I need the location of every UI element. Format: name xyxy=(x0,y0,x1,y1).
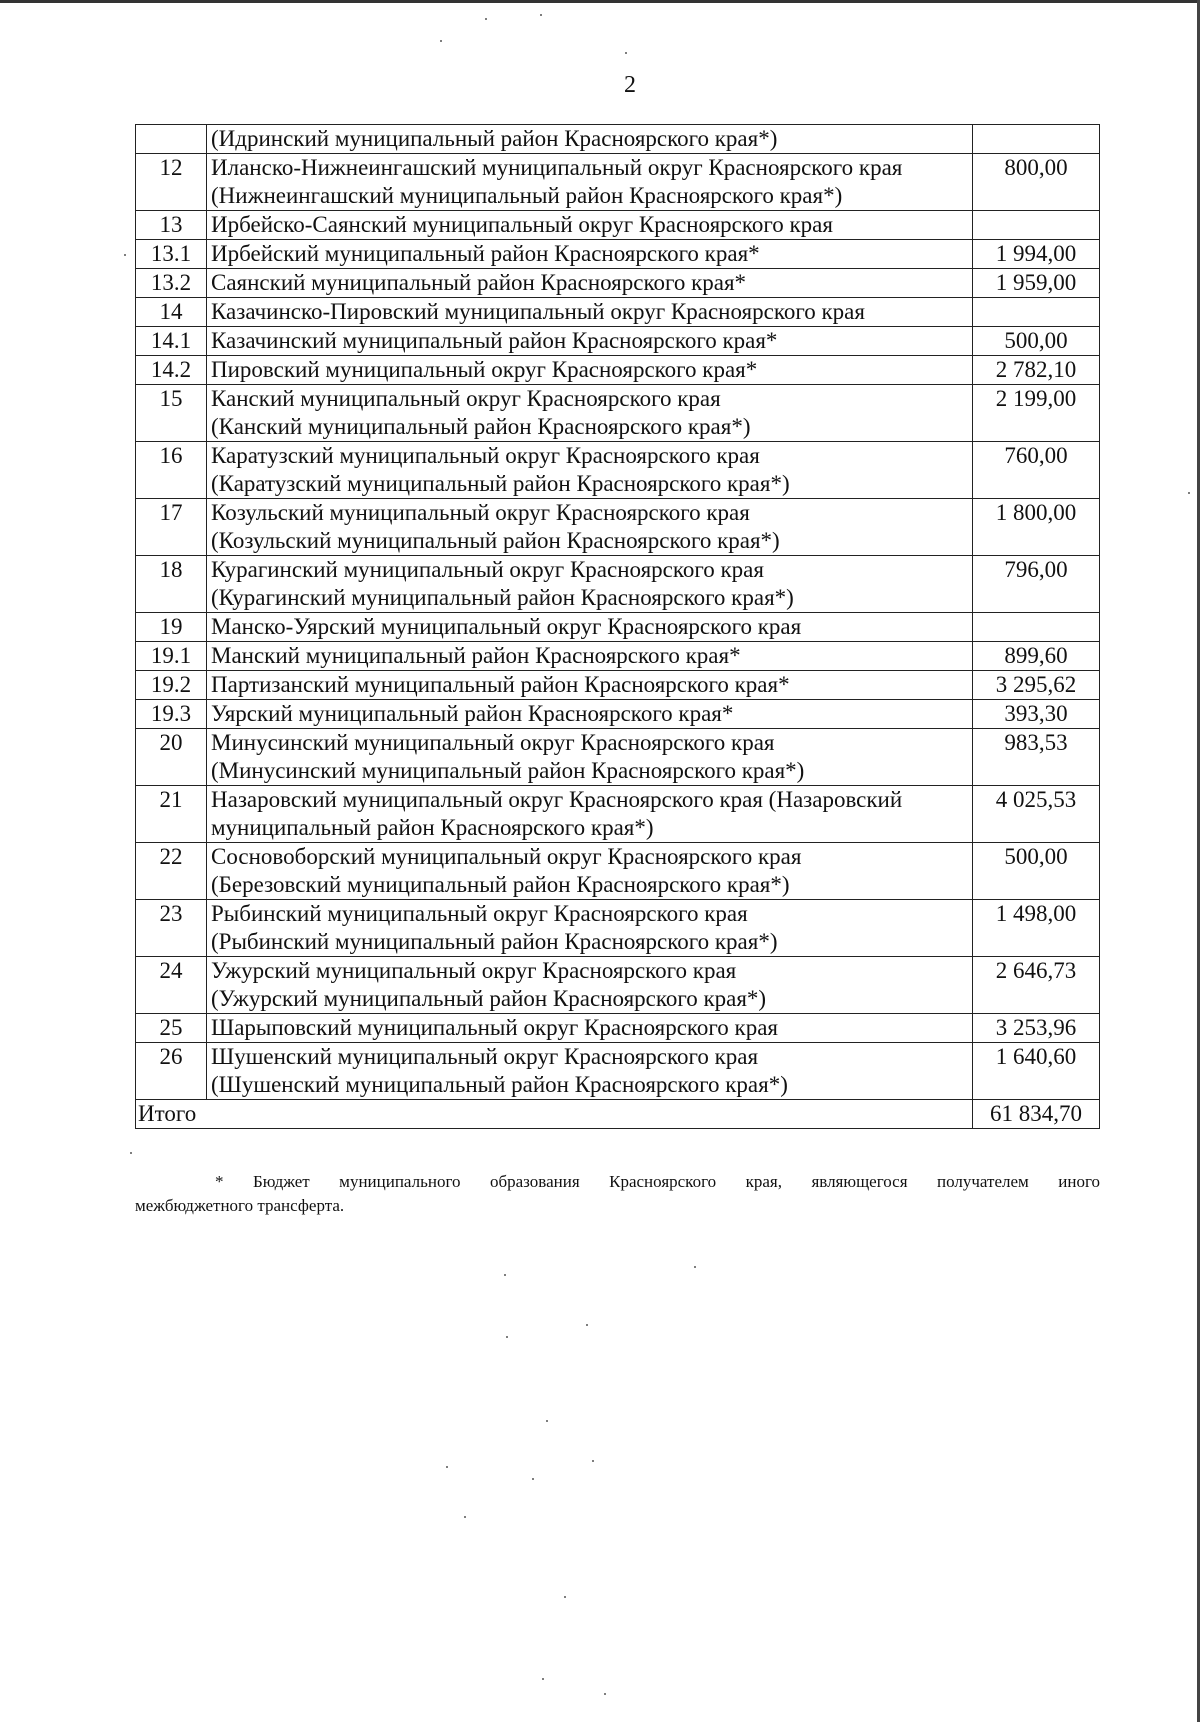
table-row xyxy=(136,843,1100,900)
transfer-amount: 800,00 xyxy=(973,154,1100,211)
table-row xyxy=(136,556,1100,613)
total-label: Итого xyxy=(136,1100,973,1129)
scan-speck xyxy=(1188,492,1190,494)
table-row xyxy=(136,700,1100,729)
row-number: 15 xyxy=(136,385,207,442)
table-row xyxy=(136,1043,1100,1100)
scan-speck xyxy=(604,1693,606,1695)
municipality-name xyxy=(207,786,973,843)
transfer-amount xyxy=(973,125,1100,154)
table-row xyxy=(136,211,1100,240)
municipality-name xyxy=(207,729,973,786)
row-number: 12 xyxy=(136,154,207,211)
row-number: 22 xyxy=(136,843,207,900)
municipality-name-line: (Шушенский муниципальный район Красноярского края*) xyxy=(211,1072,788,1097)
scan-speck xyxy=(625,52,627,54)
municipality-name-line: Курагинский муниципальный округ Красноярского края xyxy=(211,557,764,582)
scan-speck xyxy=(504,1274,506,1276)
municipality-name xyxy=(207,442,973,499)
total-amount: 61 834,70 xyxy=(973,1100,1100,1129)
scan-speck xyxy=(546,1420,548,1422)
municipality-name-line: Саянский муниципальный район Красноярского края* xyxy=(211,270,747,295)
municipality-name-line: (Каратузский муниципальный район Красноярского края*) xyxy=(211,471,790,496)
row-number: 19.1 xyxy=(136,642,207,671)
scan-speck xyxy=(542,1678,544,1680)
table-row xyxy=(136,327,1100,356)
table-row xyxy=(136,1014,1100,1043)
municipality-name-line: Манский муниципальный район Красноярского края* xyxy=(211,643,741,668)
transfer-amount: 2 199,00 xyxy=(973,385,1100,442)
municipality-name-line: Ирбейско-Саянский муниципальный округ Красноярского края xyxy=(211,212,833,237)
transfer-amount: 1 994,00 xyxy=(973,240,1100,269)
municipality-name xyxy=(207,613,973,642)
scan-speck xyxy=(540,14,542,16)
footnote xyxy=(135,1170,1100,1218)
municipality-name xyxy=(207,957,973,1014)
municipality-name-line: Каратузский муниципальный округ Красноярского края xyxy=(211,443,760,468)
table-row xyxy=(136,240,1100,269)
municipality-name xyxy=(207,385,973,442)
transfer-amount xyxy=(973,211,1100,240)
row-number: 16 xyxy=(136,442,207,499)
scan-speck xyxy=(130,1152,132,1154)
row-number: 17 xyxy=(136,499,207,556)
municipality-name xyxy=(207,1014,973,1043)
scan-speck xyxy=(592,1460,594,1462)
scan-speck xyxy=(124,254,126,256)
table-row xyxy=(136,786,1100,843)
municipality-name-line: (Березовский муниципальный район Красноярского края*) xyxy=(211,872,790,897)
scan-speck xyxy=(564,1596,566,1598)
table-row xyxy=(136,729,1100,786)
scan-speck xyxy=(532,1478,534,1480)
transfer-amount: 796,00 xyxy=(973,556,1100,613)
municipality-name-line: Иланско-Нижнеингашский муниципальный округ Красноярского края xyxy=(211,155,903,180)
transfer-amount: 2 782,10 xyxy=(973,356,1100,385)
municipality-name-line: (Идринский муниципальный район Красноярского края*) xyxy=(211,126,778,151)
municipality-name-line: (Курагинский муниципальный район Красноярского края*) xyxy=(211,585,794,610)
row-number: 18 xyxy=(136,556,207,613)
table-row xyxy=(136,642,1100,671)
municipality-name-line: Ирбейский муниципальный район Красноярского края* xyxy=(211,241,760,266)
municipality-name xyxy=(207,499,973,556)
municipality-name xyxy=(207,211,973,240)
municipality-name xyxy=(207,556,973,613)
scan-speck xyxy=(694,1266,696,1268)
table-row xyxy=(136,385,1100,442)
transfer-amount: 1 959,00 xyxy=(973,269,1100,298)
footnote-line-1: * Бюджет муниципального образования Красноярского края, являющегося получателем иного xyxy=(215,1172,1100,1191)
row-number: 13.2 xyxy=(136,269,207,298)
municipality-name-line: (Рыбинский муниципальный район Красноярского края*) xyxy=(211,929,778,954)
transfer-amount xyxy=(973,613,1100,642)
table-row xyxy=(136,269,1100,298)
transfer-amount: 500,00 xyxy=(973,327,1100,356)
municipality-name-line: Шарыповский муниципальный округ Красноярского края xyxy=(211,1015,778,1040)
table-row xyxy=(136,356,1100,385)
municipality-name xyxy=(207,700,973,729)
transfer-amount: 3 295,62 xyxy=(973,671,1100,700)
municipality-name-line: Минусинский муниципальный округ Красноярского края xyxy=(211,730,775,755)
row-number: 14 xyxy=(136,298,207,327)
transfer-table xyxy=(135,124,1100,1129)
transfer-amount: 500,00 xyxy=(973,843,1100,900)
municipality-name xyxy=(207,642,973,671)
scan-speck xyxy=(586,1324,588,1326)
scan-speck xyxy=(446,1466,448,1468)
municipality-name-line: Казачинско-Пировский муниципальный округ Красноярского края xyxy=(211,299,865,324)
municipality-name-line: (Ужурский муниципальный район Красноярского края*) xyxy=(211,986,767,1011)
municipality-name-line: муниципальный район Красноярского края*) xyxy=(211,815,654,840)
municipality-name-line: Сосновоборский муниципальный округ Красноярского края xyxy=(211,844,802,869)
row-number: 20 xyxy=(136,729,207,786)
municipality-name xyxy=(207,240,973,269)
footnote-line-2: межбюджетного трансферта. xyxy=(135,1196,345,1215)
municipality-name xyxy=(207,356,973,385)
row-number: 25 xyxy=(136,1014,207,1043)
scan-speck xyxy=(506,1336,508,1338)
scan-speck xyxy=(485,18,487,20)
municipality-name-line: (Канский муниципальный район Красноярского края*) xyxy=(211,414,751,439)
municipality-name xyxy=(207,671,973,700)
municipality-name-line: Козульский муниципальный округ Красноярского края xyxy=(211,500,750,525)
municipality-name xyxy=(207,298,973,327)
municipality-name-line: Рыбинский муниципальный округ Красноярского края xyxy=(211,901,748,926)
table-row xyxy=(136,125,1100,154)
municipality-name xyxy=(207,269,973,298)
municipality-name-line: Уярский муниципальный район Красноярского края* xyxy=(211,701,734,726)
row-number: 21 xyxy=(136,786,207,843)
scan-speck xyxy=(464,1516,466,1518)
municipality-name-line: (Минусинский муниципальный район Красноярского края*) xyxy=(211,758,805,783)
municipality-name xyxy=(207,1043,973,1100)
row-number: 26 xyxy=(136,1043,207,1100)
municipality-name-line: Назаровский муниципальный округ Красноярского края (Назаровский xyxy=(211,787,903,812)
row-number: 19.2 xyxy=(136,671,207,700)
transfer-amount: 1 800,00 xyxy=(973,499,1100,556)
transfer-amount: 899,60 xyxy=(973,642,1100,671)
transfer-amount: 3 253,96 xyxy=(973,1014,1100,1043)
municipality-name-line: Пировский муниципальный округ Красноярского края* xyxy=(211,357,758,382)
transfer-amount: 760,00 xyxy=(973,442,1100,499)
municipality-name-line: Канский муниципальный округ Красноярского края xyxy=(211,386,721,411)
table-body xyxy=(136,125,1100,1129)
municipality-name-line: Партизанский муниципальный район Красноярского края* xyxy=(211,672,790,697)
municipality-name xyxy=(207,125,973,154)
row-number: 13.1 xyxy=(136,240,207,269)
row-number: 14.2 xyxy=(136,356,207,385)
table-row xyxy=(136,499,1100,556)
municipality-name-line: Казачинский муниципальный район Красноярского края* xyxy=(211,328,778,353)
total-row xyxy=(136,1100,1100,1129)
municipality-name-line: Манско-Уярский муниципальный округ Красноярского края xyxy=(211,614,802,639)
row-number xyxy=(136,125,207,154)
row-number: 24 xyxy=(136,957,207,1014)
transfer-amount: 393,30 xyxy=(973,700,1100,729)
row-number: 14.1 xyxy=(136,327,207,356)
table-row xyxy=(136,613,1100,642)
municipality-name-line: (Нижнеингашский муниципальный район Красноярского края*) xyxy=(211,183,843,208)
transfer-amount: 4 025,53 xyxy=(973,786,1100,843)
row-number: 23 xyxy=(136,900,207,957)
municipality-name-line: (Козульский муниципальный район Красноярского края*) xyxy=(211,528,780,553)
transfer-amount: 983,53 xyxy=(973,729,1100,786)
table-row xyxy=(136,671,1100,700)
row-number: 13 xyxy=(136,211,207,240)
municipality-name xyxy=(207,327,973,356)
scan-speck xyxy=(440,40,442,42)
municipality-name xyxy=(207,900,973,957)
row-number: 19 xyxy=(136,613,207,642)
page-number: 2 xyxy=(624,72,636,98)
table-row xyxy=(136,298,1100,327)
municipality-name-line: Ужурский муниципальный округ Красноярского края xyxy=(211,958,737,983)
row-number: 19.3 xyxy=(136,700,207,729)
table-row xyxy=(136,442,1100,499)
municipality-name xyxy=(207,843,973,900)
municipality-name xyxy=(207,154,973,211)
table-row xyxy=(136,154,1100,211)
municipality-name-line: Шушенский муниципальный округ Красноярского края xyxy=(211,1044,759,1069)
table-row xyxy=(136,900,1100,957)
transfer-amount xyxy=(973,298,1100,327)
transfer-amount: 2 646,73 xyxy=(973,957,1100,1014)
transfer-amount: 1 498,00 xyxy=(973,900,1100,957)
table-row xyxy=(136,957,1100,1014)
scan-edge-top xyxy=(0,0,1200,3)
transfer-amount: 1 640,60 xyxy=(973,1043,1100,1100)
